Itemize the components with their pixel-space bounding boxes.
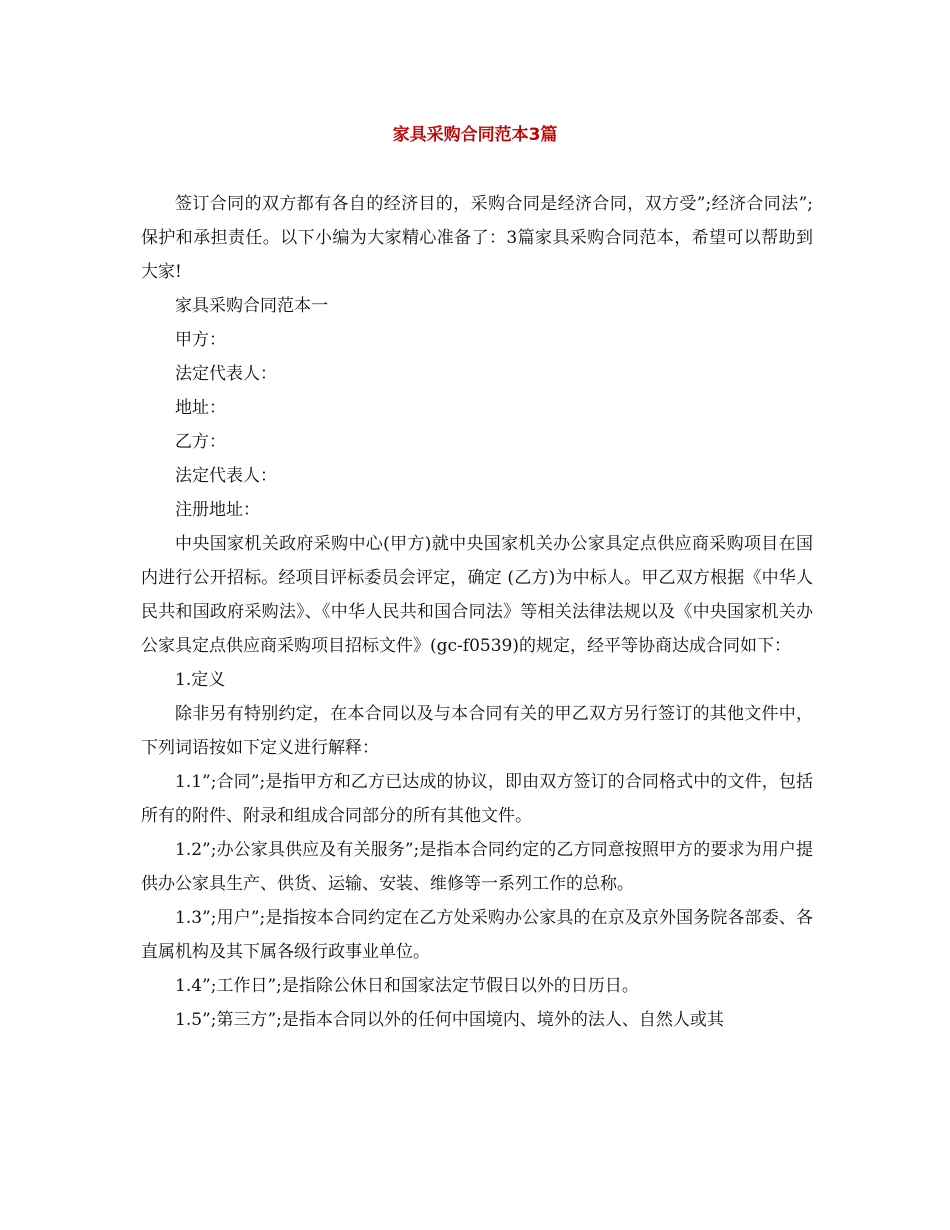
- section-heading-definitions: 1.定义: [175, 670, 226, 690]
- document-title: 家具采购合同范本3篇: [392, 125, 558, 145]
- definition-1-4: 1.4”;工作日”;是指除公休日和国家法定节假日以外的日历日。: [175, 976, 639, 996]
- party-b-registered-address-label: 注册地址：: [175, 500, 260, 520]
- definition-1-1: 1.1”;合同”;是指甲方和乙方已达成的协议，即由双方签订的合同格式中的文件，包括所有的附件、附录和组成合同部分的所有其他文件。: [141, 772, 813, 826]
- definitions-intro-paragraph: 除非另有特别约定，在本合同以及与本合同有关的甲乙双方另行签订的其他文件中，下列词语按如下定义进行解释：: [141, 704, 813, 758]
- party-b-representative-label: 法定代表人：: [175, 466, 277, 486]
- contract-heading: 家具采购合同范本一: [175, 296, 328, 316]
- party-a-label: 甲方：: [175, 330, 226, 350]
- tender-paragraph: 中央国家机关政府采购中心(甲方)就中央国家机关办公家具定点供应商采购项目在国内进行公开招标。经项目评标委员会评定，确定 (乙方)为中标人。甲乙双方根据《中华人民共和国政府采购法》、《中华人民共和国合同法》等相关法律法规以及《中央国家机关办公家具定点供应商采购项目招标文件》(gc-f0539)的规定，经平等协商达成合同如下：: [141, 534, 813, 656]
- party-a-address-label: 地址：: [175, 398, 226, 418]
- definition-1-5: 1.5”;第三方”;是指本合同以外的任何中国境内、境外的法人、自然人或其: [175, 1010, 724, 1030]
- document-body: [141, 187, 813, 1037]
- intro-paragraph: 签订合同的双方都有各自的经济目的，采购合同是经济合同，双方受”;经济合同法”;保护和承担责任。以下小编为大家精心准备了：3篇家具采购合同范本，希望可以帮助到大家!: [141, 194, 813, 282]
- party-b-label: 乙方：: [175, 432, 226, 452]
- definition-1-3: 1.3”;用户”;是指按本合同约定在乙方处采购办公家具的在京及京外国务院各部委、各直属机构及其下属各级行政事业单位。: [141, 908, 813, 962]
- party-a-representative-label: 法定代表人：: [175, 364, 277, 384]
- definition-1-2: 1.2”;办公家具供应及有关服务”;是指本合同约定的乙方同意按照甲方的要求为用户提供办公家具生产、供货、运输、安装、维修等一系列工作的总称。: [141, 840, 813, 894]
